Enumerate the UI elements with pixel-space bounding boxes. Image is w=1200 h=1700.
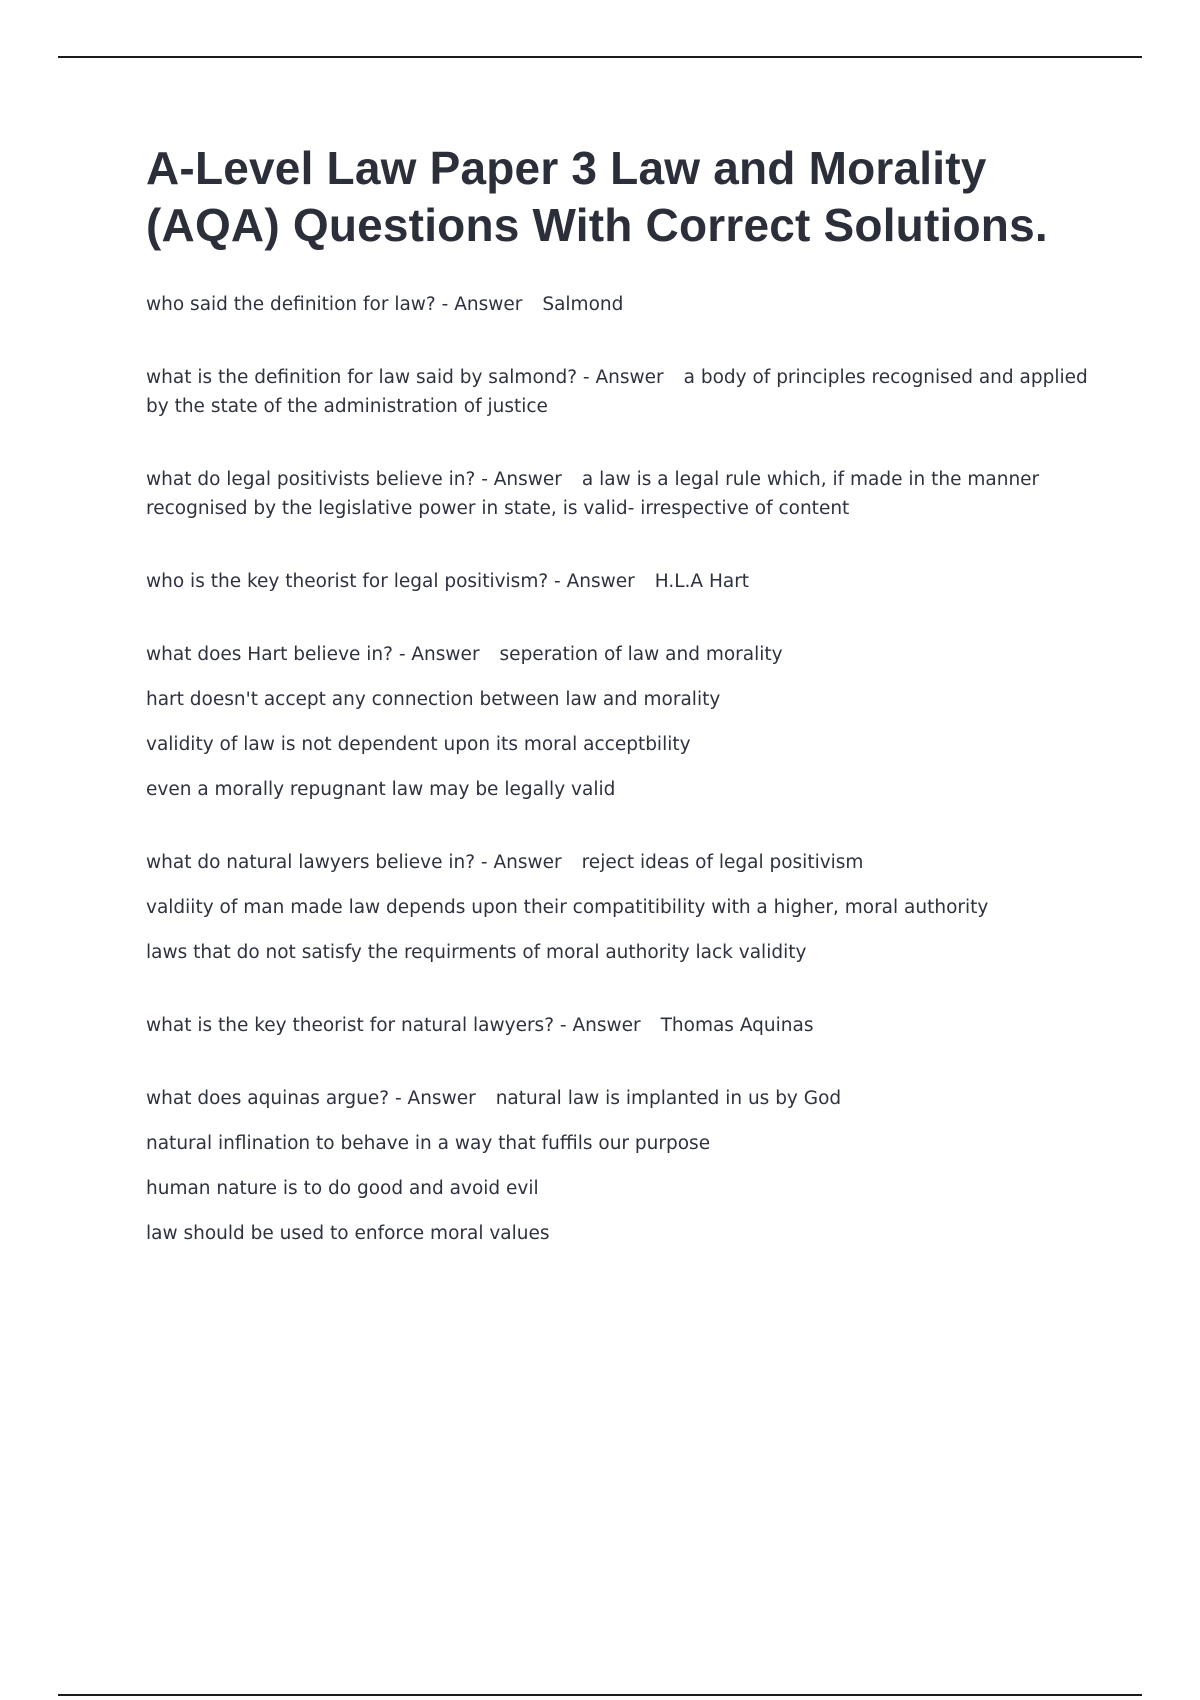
answer-separator: - bbox=[577, 367, 596, 388]
answer-extra-line: natural inflination to behave in a way that fuffils our purpose bbox=[146, 1133, 711, 1154]
answer-separator: - bbox=[475, 469, 494, 490]
answer-label: Answer bbox=[493, 469, 562, 490]
qa-line bbox=[146, 1011, 1096, 1040]
qa-line bbox=[146, 640, 1096, 669]
question-text: what is the definition for law said by salmond? bbox=[146, 367, 578, 388]
qa-line bbox=[146, 567, 1096, 596]
answer-text: seperation of law and morality bbox=[499, 644, 783, 665]
answer-extra-line: validity of law is not dependent upon its moral acceptbility bbox=[146, 734, 691, 755]
question-text: what do legal positivists believe in? bbox=[146, 469, 476, 490]
question-text: who is the key theorist for legal positivism? bbox=[146, 571, 549, 592]
qa-item bbox=[146, 363, 1096, 421]
document-title: A-Level Law Paper 3 Law and Morality (AQA) Questions With Correct Solutions. bbox=[146, 142, 1048, 251]
answer-separator: - bbox=[554, 1015, 573, 1036]
answer-label: Answer bbox=[411, 644, 480, 665]
question-text: what does aquinas argue? bbox=[146, 1088, 390, 1109]
question-text: who said the definition for law? bbox=[146, 294, 436, 315]
qa-item bbox=[146, 290, 1096, 319]
answer-label: Answer bbox=[493, 852, 562, 873]
document-body bbox=[146, 140, 1096, 1292]
bottom-rule bbox=[58, 1694, 1142, 1696]
qa-line bbox=[146, 465, 1096, 523]
answer-separator: - bbox=[475, 852, 494, 873]
qa-line bbox=[146, 1084, 1096, 1113]
answer-label: Answer bbox=[572, 1015, 641, 1036]
answer-separator: - bbox=[392, 644, 412, 665]
qa-list bbox=[146, 290, 1096, 1248]
answer-extra-line: laws that do not satisfy the requirments of moral authority lack validity bbox=[146, 942, 807, 963]
answer-separator: - bbox=[435, 294, 455, 315]
qa-line bbox=[146, 848, 1096, 877]
answer-extra-line: human nature is to do good and avoid evil bbox=[146, 1178, 539, 1199]
answer-extra-line: law should be used to enforce moral values bbox=[146, 1223, 550, 1244]
qa-item bbox=[146, 1084, 1096, 1248]
answer-text: H.L.A Hart bbox=[654, 571, 750, 592]
qa-line bbox=[146, 290, 1096, 319]
answer-label: Answer bbox=[595, 367, 664, 388]
qa-item bbox=[146, 640, 1096, 804]
answer-extra-line: even a morally repugnant law may be legally valid bbox=[146, 779, 616, 800]
question-text: what do natural lawyers believe in? bbox=[146, 852, 476, 873]
answer-separator: - bbox=[389, 1088, 408, 1109]
qa-item bbox=[146, 848, 1096, 967]
qa-item bbox=[146, 465, 1096, 523]
qa-line bbox=[146, 363, 1096, 421]
question-text: what is the key theorist for natural lawyers? bbox=[146, 1015, 555, 1036]
question-text: what does Hart believe in? bbox=[146, 644, 393, 665]
answer-text: Thomas Aquinas bbox=[660, 1015, 814, 1036]
answer-label: Answer bbox=[407, 1088, 476, 1109]
answer-text: a body of principles recognised and applied by the state of the administration of justice bbox=[146, 367, 1088, 417]
answer-separator: - bbox=[548, 571, 567, 592]
top-rule bbox=[58, 56, 1142, 58]
answer-text: a law is a legal rule which, if made in the manner recognised by the legislative power in state, is valid- irrespective of content bbox=[146, 469, 1040, 519]
answer-label: Answer bbox=[566, 571, 635, 592]
answer-text: natural law is implanted in us by God bbox=[495, 1088, 842, 1109]
answer-text: Salmond bbox=[542, 294, 624, 315]
answer-extra-line: valdiity of man made law depends upon their compatitibility with a higher, moral authority bbox=[146, 897, 989, 918]
answer-label: Answer bbox=[454, 294, 523, 315]
qa-item bbox=[146, 567, 1096, 596]
answer-text: reject ideas of legal positivism bbox=[581, 852, 864, 873]
answer-extra-line: hart doesn't accept any connection between law and morality bbox=[146, 689, 721, 710]
qa-item bbox=[146, 1011, 1096, 1040]
